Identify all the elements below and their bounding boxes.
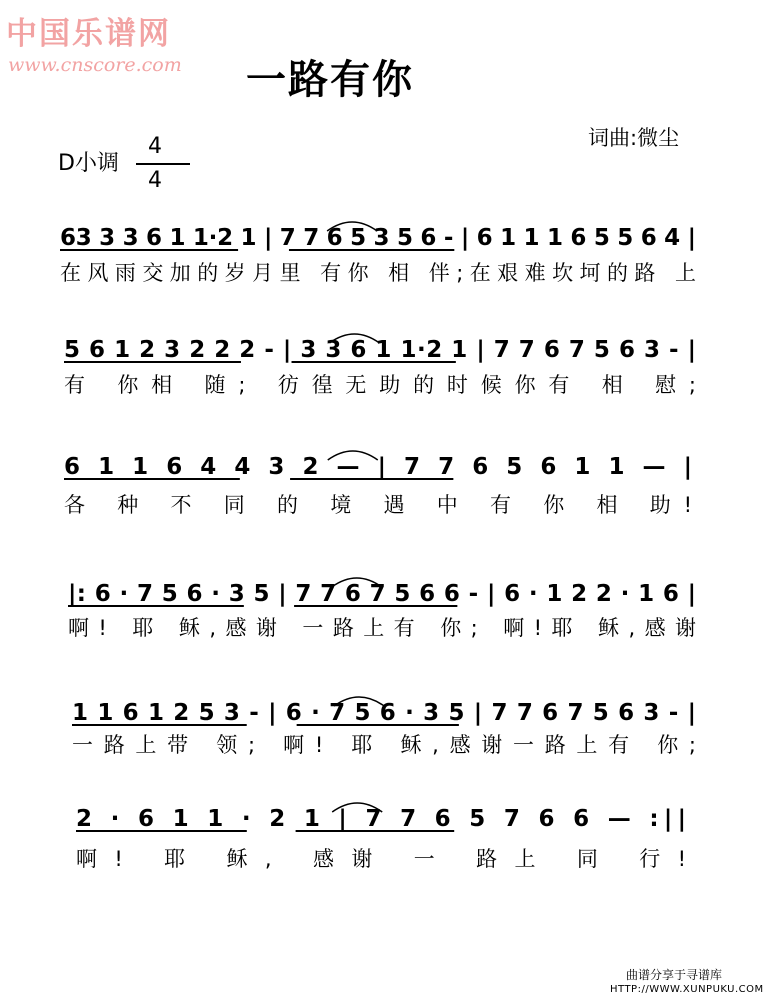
lyrics-line: 一路上带 领; 啊! 耶 稣,感谢一路上有 你; (72, 733, 696, 757)
song-title: 一路有你 (246, 57, 414, 103)
time-signature-denominator: 4 (148, 168, 162, 193)
watermark-site-name: 中国乐谱网 (6, 16, 171, 52)
lyrics-line: 有 你相 随; 彷徨无助的时候你有 相 慰; (64, 373, 696, 397)
time-signature-numerator: 4 (148, 134, 162, 159)
lyrics-line: 啊! 耶 稣,感谢 一路上有 你; 啊!耶 稣,感谢 (68, 616, 696, 640)
footer-label: 曲谱分享于寻谱库 (626, 968, 723, 982)
watermark-url: www.cnscore.com (8, 54, 182, 76)
lyrics-line: 啊! 耶 稣, 感谢 一 路上 同 行! (76, 847, 686, 871)
notation-line: 2 · 6 1 1 · 2 1 | 7 7 6 5 7 6 6 — :|| (76, 806, 687, 832)
notation-line: 63 3 3 6 1 1·2 1 | 7 7 6 5 3 5 6 - | 6 1 1 1 6 5 5 6 4 | (60, 225, 696, 251)
lyrics-line: 在风雨交加的岁月里 有你 相 伴;在艰难坎坷的路 上 (60, 261, 696, 285)
footer-url: HTTP://WWW.XUNPUKU.COM (610, 984, 764, 995)
notation-line: 5 6 1 2 3 2 2 2 - | 3 3 6 1 1·2 1 | 7 7 6 7 5 6 3 - | (64, 337, 696, 363)
notation-line: 6 1 1 6 4 4 3 2 — | 7 7 6 5 6 1 1 — | (64, 454, 692, 480)
lyrics-line: 各 种 不 同 的 境 遇 中 有 你 相 助! (64, 493, 693, 517)
notation-line: 1 1 6 1 2 5 3 - | 6 · 7 5 6 · 3 5 | 7 7 6 7 5 6 3 - | (72, 700, 696, 726)
notation-line: |: 6 · 7 5 6 · 3 5 | 7 7 6 7 5 6 6 - | 6 · 1 2 2 · 1 6 | (68, 581, 696, 607)
key-signature: D小调 (58, 151, 119, 176)
composer-credit: 词曲:微尘 (588, 126, 680, 150)
